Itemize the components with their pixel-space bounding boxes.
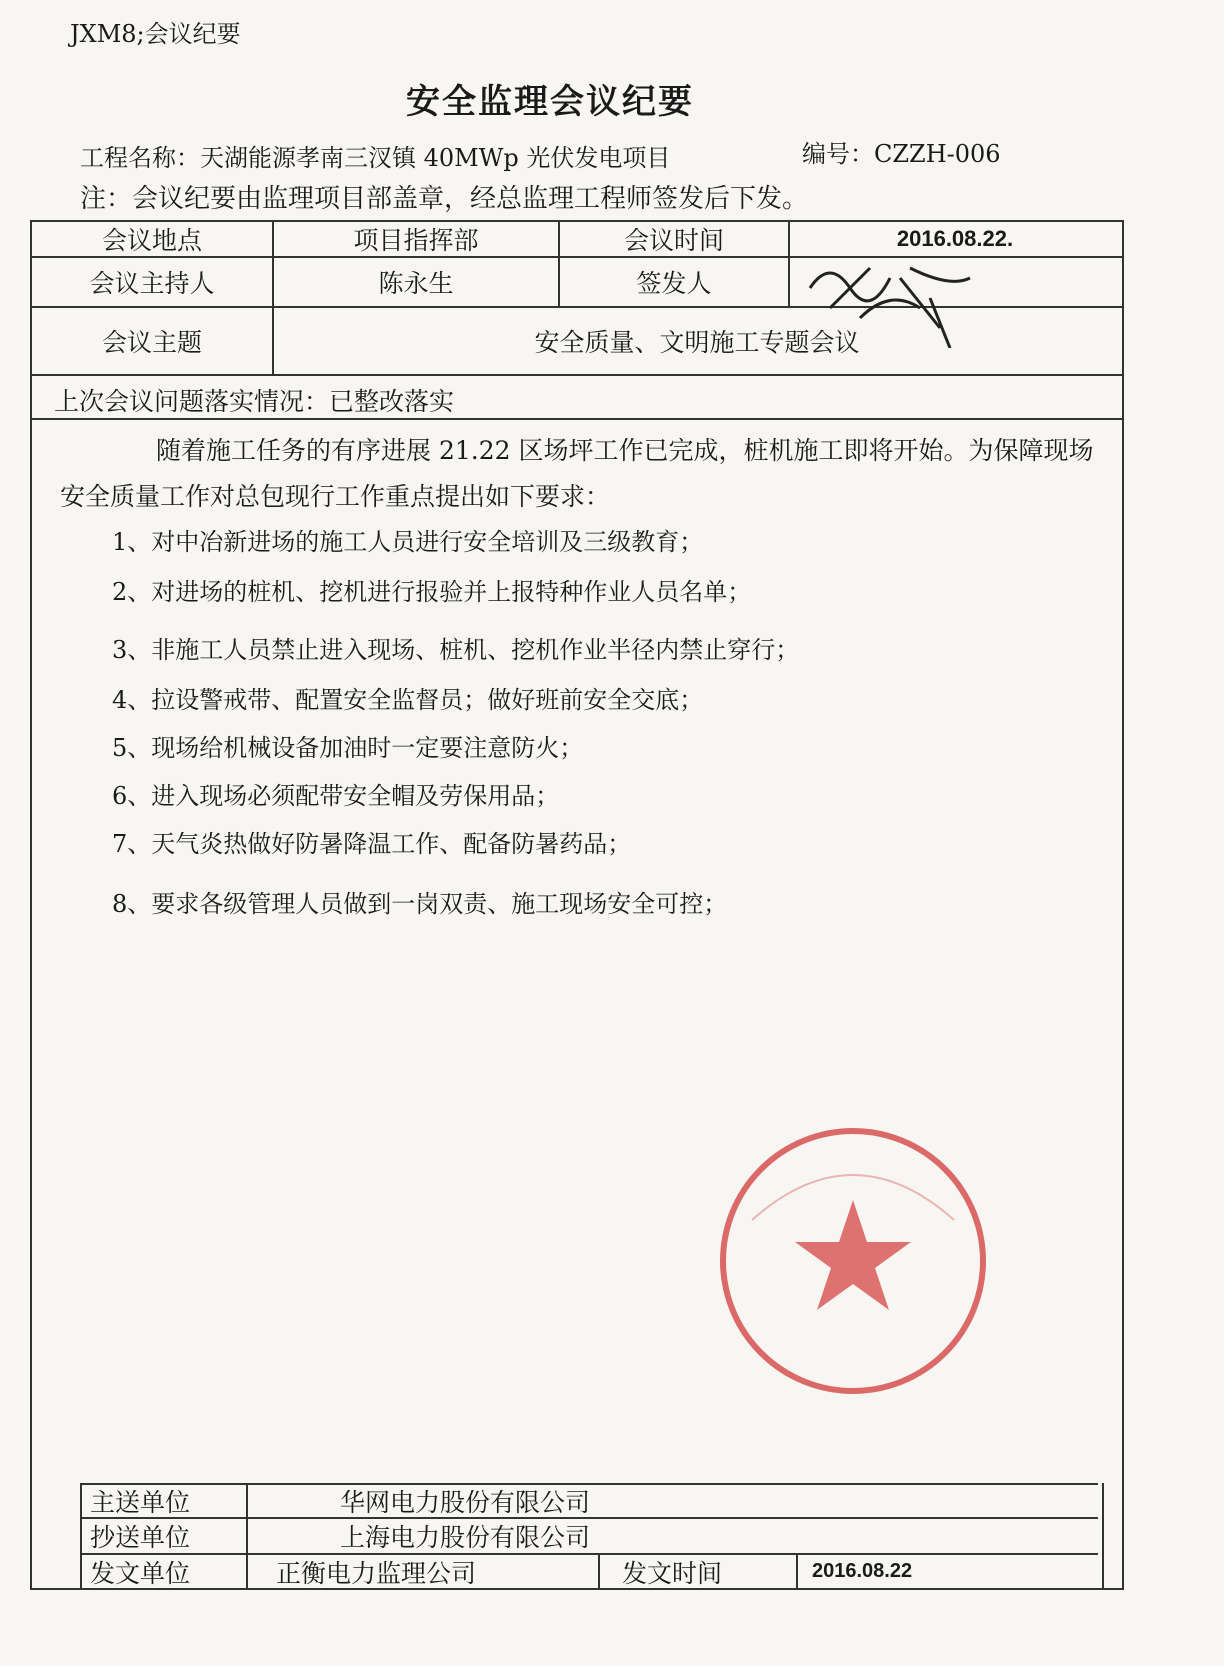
cc-label: 抄送单位 bbox=[90, 1523, 191, 1552]
main-recipient: 华网电力股份有限公司 bbox=[340, 1488, 591, 1517]
requirement-item: 5、现场给机械设备加油时一定要注意防火； bbox=[112, 734, 584, 762]
document-title: 安全监理会议纪要 bbox=[406, 82, 694, 122]
followup-status: 上次会议问题落实情况：已整改落实 bbox=[54, 387, 455, 416]
issue-time-label: 发文时间 bbox=[622, 1558, 723, 1588]
document-number: 编号：CZZH-006 bbox=[802, 140, 1001, 168]
signer-label: 签发人 bbox=[636, 269, 712, 298]
time-label: 会议时间 bbox=[623, 226, 724, 255]
issuer: 正衡电力监理公司 bbox=[276, 1558, 477, 1588]
requirement-item: 3、非施工人员禁止进入现场、桩机、挖机作业半径内禁止穿行； bbox=[112, 636, 800, 664]
meeting-location: 项目指挥部 bbox=[353, 226, 479, 255]
requirement-item: 6、进入现场必须配带安全帽及劳保用品； bbox=[112, 782, 560, 810]
topic-label: 会议主题 bbox=[101, 328, 202, 357]
signature bbox=[790, 248, 990, 348]
main-recipient-label: 主送单位 bbox=[90, 1488, 191, 1517]
host-label: 会议主持人 bbox=[89, 269, 215, 298]
meeting-topic: 安全质量、文明施工专题会议 bbox=[534, 328, 860, 357]
project-name: 工程名称：天湖能源孝南三汊镇 40MWp 光伏发电项目 bbox=[80, 144, 671, 172]
issuance-note: 注：会议纪要由监理项目部盖章，经总监理工程师签发后下发。 bbox=[80, 184, 809, 214]
cc-recipient: 上海电力股份有限公司 bbox=[340, 1523, 591, 1552]
requirement-item: 4、拉设警戒带、配置安全监督员；做好班前安全交底； bbox=[112, 686, 704, 714]
requirement-item: 1、对中冶新进场的施工人员进行安全培训及三级教育； bbox=[112, 528, 704, 556]
official-stamp bbox=[712, 1120, 994, 1402]
meeting-time: 2016.08.22. bbox=[896, 226, 1014, 251]
requirement-item: 8、要求各级管理人员做到一岗双责、施工现场安全可控； bbox=[112, 890, 728, 918]
location-label: 会议地点 bbox=[101, 226, 202, 255]
requirement-item: 2、对进场的桩机、挖机进行报验并上报特种作业人员名单； bbox=[112, 578, 752, 606]
distribution-table bbox=[80, 1483, 1104, 1590]
form-code: JXM8;会议纪要 bbox=[70, 20, 241, 48]
issuer-label: 发文单位 bbox=[90, 1558, 191, 1588]
body-intro: 随着施工任务的有序进展 21.22 区场坪工作已完成，桩机施工即将开始。为保障现场安全质量工作对总包现行工作重点提出如下要求： bbox=[60, 436, 1094, 511]
meeting-host: 陈永生 bbox=[378, 269, 454, 298]
issue-time: 2016.08.22 bbox=[812, 1560, 913, 1582]
requirement-item: 7、天气炎热做好防暑降温工作、配备防暑药品； bbox=[112, 830, 632, 858]
